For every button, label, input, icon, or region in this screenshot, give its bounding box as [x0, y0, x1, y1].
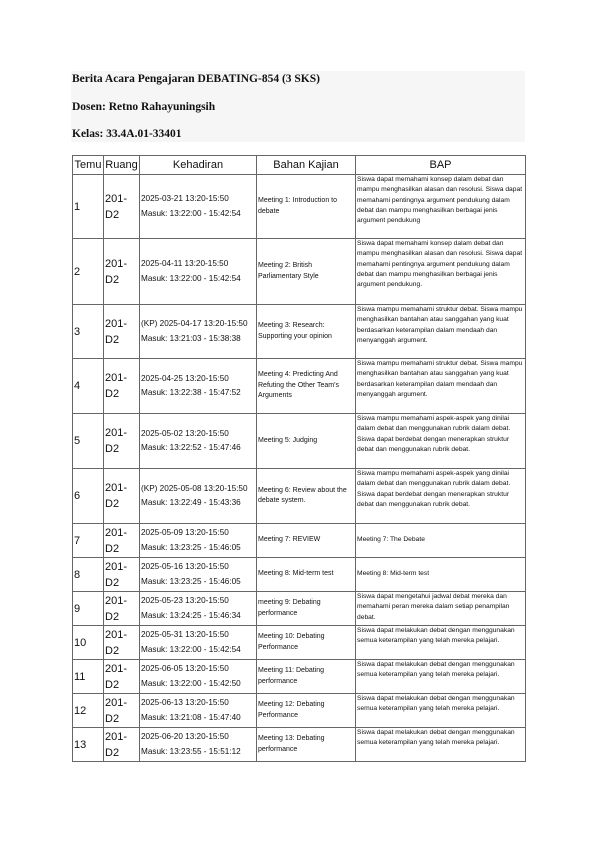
bap-cell: Siswa dapat melakukan debat dengan menggunakan semua keterampilan yang telah mereka pelajari. [356, 694, 526, 728]
table-row [73, 359, 526, 414]
schedule-time: (KP) 2025-04-17 13:20-15:50 [141, 319, 248, 328]
topic-cell: Meeting 10: Debating Performance [257, 626, 356, 660]
column-header-ruang: Ruang [104, 156, 140, 175]
attendance-cell [140, 305, 257, 359]
bap-cell: Siswa mampu memahami aspek-aspek yang dinilai dalam debat dan menggunakan rubrik dalam debat. Siswa dapat berdebat dengan menerapkan struktur debat dan menggunakan rubrik debat. [356, 414, 526, 469]
table-row [73, 175, 526, 239]
topic-cell: meeting 9: Debating performance [257, 592, 356, 626]
attendance-cell [140, 239, 257, 305]
bap-cell: Siswa dapat melakukan debat dengan menggunakan semua keterampilan yang telah mereka pelajari. [356, 626, 526, 660]
bap-cell: Siswa dapat memahami konsep dalam debat dan mampu menghasilkan alasan dan resolusi. Siswa dapat memahami pentingnya argument pendukung dalam debat dan mampu menghasilkan berbagai jenis argument pendukung [356, 175, 526, 239]
attendance-cell [140, 175, 257, 239]
attendance-cell [140, 359, 257, 414]
schedule-time: 2025-05-02 13:20-15:50 [141, 428, 229, 438]
attendance-cell [140, 469, 257, 524]
table-row [73, 524, 526, 558]
attendance-cell [140, 524, 257, 558]
class-code: Kelas: 33.4A.01-33401 [72, 128, 182, 140]
checkin-time: Masuk: 13:23:25 - 15:46:05 [141, 576, 241, 586]
schedule-time: 2025-03-21 13:20-15:50 [141, 194, 229, 203]
table-row [73, 414, 526, 469]
topic-cell: Meeting 5: Judging [257, 414, 356, 469]
schedule-time: 2025-05-31 13:20-15:50 [141, 630, 229, 639]
attendance-cell [140, 558, 257, 592]
checkin-time: Masuk: 13:24:25 - 15:46:34 [141, 610, 241, 620]
checkin-time: Masuk: 13:22:00 - 15:42:50 [141, 678, 241, 688]
meeting-number: 11 [73, 660, 104, 694]
attendance-cell [140, 694, 257, 728]
schedule-time: (KP) 2025-05-08 13:20-15:50 [141, 483, 248, 493]
table-row [73, 626, 526, 660]
schedule-time: 2025-06-13 13:20-15:50 [141, 698, 229, 707]
room-cell: 201-D2 [104, 175, 140, 239]
room-cell: 201-D2 [104, 239, 140, 305]
meeting-number: 12 [73, 694, 104, 728]
room-cell: 201-D2 [104, 626, 140, 660]
bap-cell: Siswa dapat melakukan debat dengan menggunakan semua keterampilan yang telah mereka pelajari. [356, 728, 526, 762]
schedule-time: 2025-06-05 13:20-15:50 [141, 664, 229, 673]
checkin-time: Masuk: 13:22:52 - 15:47:46 [141, 443, 241, 452]
topic-cell: Meeting 4: Predicting And Refuting the Other Team's Arguments [257, 359, 356, 414]
attendance-cell [140, 592, 257, 626]
meeting-number: 6 [73, 469, 104, 524]
table-row [73, 592, 526, 626]
attendance-cell [140, 626, 257, 660]
attendance-cell [140, 728, 257, 762]
topic-cell: Meeting 1: Introduction to debate [257, 175, 356, 239]
table-row [73, 694, 526, 728]
column-header-temu: Temu [73, 156, 104, 175]
room-cell: 201-D2 [104, 305, 140, 359]
table-row [73, 469, 526, 524]
schedule-time: 2025-05-16 13:20-15:50 [141, 562, 229, 571]
table-row [73, 239, 526, 305]
topic-cell: Meeting 6: Review about the debate system. [257, 469, 356, 524]
table-header-row [73, 156, 526, 175]
checkin-time: Masuk: 13:21:03 - 15:38:38 [141, 333, 241, 343]
attendance-table [72, 155, 526, 762]
column-header-bap: BAP [356, 156, 526, 175]
lecturer-name: Dosen: Retno Rahayuningsih [72, 101, 216, 113]
meeting-number: 3 [73, 305, 104, 359]
document-title: Berita Acara Pengajaran DEBATING-854 (3 SKS) [72, 73, 320, 85]
schedule-time: 2025-04-25 13:20-15:50 [141, 373, 229, 383]
table-body [73, 175, 526, 762]
meeting-number: 9 [73, 592, 104, 626]
checkin-time: Masuk: 13:22:49 - 15:43:36 [141, 498, 241, 507]
bap-cell: Meeting 7: The Debate [356, 524, 526, 558]
schedule-time: 2025-06-20 13:20-15:50 [141, 732, 229, 741]
room-cell: 201-D2 [104, 524, 140, 558]
meeting-number: 13 [73, 728, 104, 762]
room-cell: 201-D2 [104, 592, 140, 626]
table-row [73, 728, 526, 762]
checkin-time: Masuk: 13:23:25 - 15:46:05 [141, 542, 241, 552]
bap-cell: Siswa dapat memahami konsep dalam debat dan mampu menghasilkan alasan dan resolusi. Siswa dapat memahami pentingnya argument pendukung dalam debat dan mampu menghasilkan berbagai jenis argument pendukung. [356, 239, 526, 305]
topic-cell: Meeting 7: REVIEW [257, 524, 356, 558]
meeting-number: 8 [73, 558, 104, 592]
schedule-time: 2025-05-23 13:20-15:50 [141, 596, 229, 605]
table-row [73, 660, 526, 694]
schedule-time: 2025-04-11 13:20-15:50 [141, 259, 229, 268]
meeting-number: 1 [73, 175, 104, 239]
meeting-number: 7 [73, 524, 104, 558]
checkin-time: Masuk: 13:23:55 - 15:51:12 [141, 746, 241, 756]
topic-cell: Meeting 8: Mid-term test [257, 558, 356, 592]
topic-cell: Meeting 13: Debating performance [257, 728, 356, 762]
room-cell: 201-D2 [104, 660, 140, 694]
meeting-number: 4 [73, 359, 104, 414]
checkin-time: Masuk: 13:22:00 - 15:42:54 [141, 208, 241, 218]
meeting-number: 5 [73, 414, 104, 469]
column-header-kehadiran: Kehadiran [140, 156, 257, 175]
room-cell: 201-D2 [104, 414, 140, 469]
bap-cell: Siswa mampu memahami struktur debat. Siswa mampu menghasilkan bantahan atau sanggahan yang kuat berdasarkan keterampilan dalam mendaah dan menyanggah argument. [356, 359, 526, 414]
bap-cell: Siswa mampu memahami struktur debat. Siswa mampu menghasilkan bantahan atau sanggahan yang kuat berdasarkan keterampilan dalam mendaah dan menyanggah argument. [356, 305, 526, 359]
bap-cell: Meeting 8: Mid-term test [356, 558, 526, 592]
room-cell: 201-D2 [104, 728, 140, 762]
room-cell: 201-D2 [104, 558, 140, 592]
checkin-time: Masuk: 13:22:38 - 15:47:52 [141, 388, 241, 397]
column-header-bahan-kajian: Bahan Kajian [257, 156, 356, 175]
room-cell: 201-D2 [104, 359, 140, 414]
bap-cell: Siswa dapat melakukan debat dengan menggunakan semua keterampilan yang telah mereka pelajari. [356, 660, 526, 694]
topic-cell: Meeting 12: Debating Performance [257, 694, 356, 728]
attendance-cell [140, 414, 257, 469]
schedule-time: 2025-05-09 13:20-15:50 [141, 528, 229, 537]
table-row [73, 558, 526, 592]
checkin-time: Masuk: 13:22:00 - 15:42:54 [141, 273, 241, 283]
bap-cell: Siswa mampu memahami aspek-aspek yang dinilai dalam debat dan menggunakan rubrik dalam debat. Siswa dapat berdebat dengan menerapkan struktur debat dan menggunakan rubrik debat. [356, 469, 526, 524]
room-cell: 201-D2 [104, 694, 140, 728]
topic-cell: Meeting 3: Research: Supporting your opinion [257, 305, 356, 359]
meeting-number: 2 [73, 239, 104, 305]
topic-cell: Meeting 2: British Parliamentary Style [257, 239, 356, 305]
checkin-time: Masuk: 13:22:00 - 15:42:54 [141, 644, 241, 654]
meeting-number: 10 [73, 626, 104, 660]
topic-cell: Meeting 11: Debating performance [257, 660, 356, 694]
room-cell: 201-D2 [104, 469, 140, 524]
attendance-cell [140, 660, 257, 694]
table-row [73, 305, 526, 359]
checkin-time: Masuk: 13:21:08 - 15:47:40 [141, 712, 241, 722]
bap-cell: Siswa dapat mengetahui jadwal debat mereka dan memahami peran mereka dalam setiap penampilan debat. [356, 592, 526, 626]
document-header [71, 71, 525, 142]
